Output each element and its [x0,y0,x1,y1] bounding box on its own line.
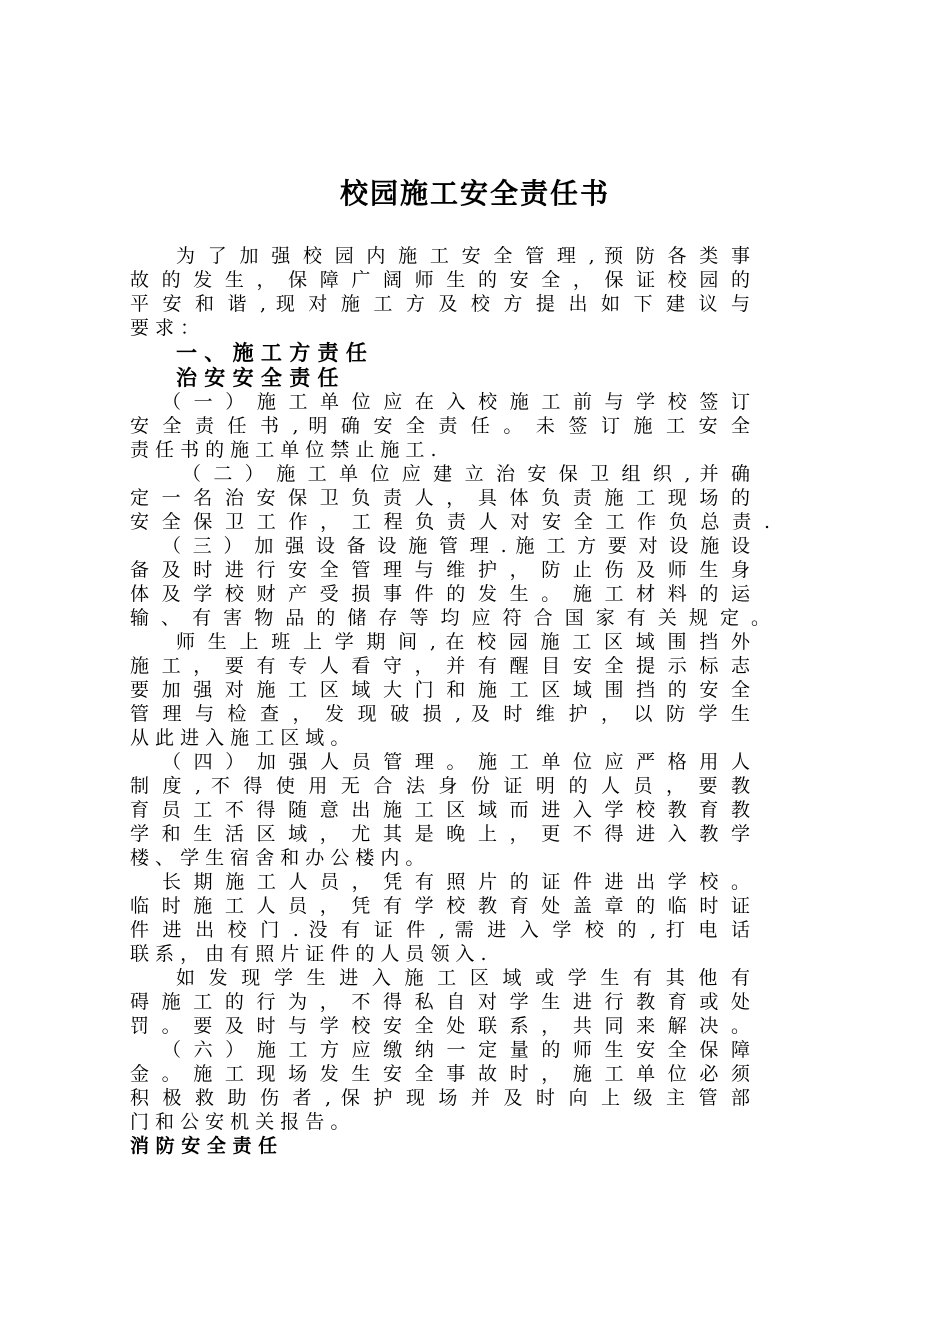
body-text-line: 联 系 ， 由 有 照 片 证 件 的 人 员 领 入 . [130,943,487,965]
section-heading: 消 防 安 全 责 任 [130,1135,278,1157]
document-body [130,244,770,1158]
body-text-line: （ 三 ） 加 强 设 备 设 施 管 理 . 施 工 方 要 对 设 施 设 [162,535,750,557]
body-text-line: （ 四 ） 加 强 人 员 管 理 。 施 工 单 位 应 严 格 用 人 [162,751,750,773]
body-text-line: 要 加 强 对 施 工 区 域 大 门 和 施 工 区 域 围 挡 的 安 全 [130,679,750,701]
body-text-line: 故 的 发 生 ， 保 障 广 阔 师 生 的 安 全 ， 保 证 校 园 的 [130,269,750,291]
body-text-line: （ 二 ） 施 工 单 位 应 建 立 治 安 保 卫 组 织 , 并 确 [182,463,750,485]
section-heading: 一 、 施 工 方 责 任 [176,340,367,365]
body-text-line: 为 了 加 强 校 园 内 施 工 安 全 管 理 , 预 防 各 类 事 [176,245,750,267]
body-text-line: 平 安 和 谐 , 现 对 施 工 方 及 校 方 提 出 如 下 建 议 与 [130,293,750,315]
body-text-line: 从 此 进 入 施 工 区 域 。 [130,727,350,749]
body-text-line: 体 及 学 校 财 产 受 损 事 件 的 发 生 。 施 工 材 料 的 运 [130,583,750,605]
body-text-line: 临 时 施 工 人 员 ， 凭 有 学 校 教 育 处 盖 章 的 临 时 证 [130,895,750,917]
body-text-line: 施 工 ， 要 有 专 人 看 守 ， 并 有 醒 目 安 全 提 示 标 志 [130,655,750,677]
body-text-line: 备 及 时 进 行 安 全 管 理 与 维 护 ， 防 止 伤 及 师 生 身 [130,559,750,581]
body-text-line: 门 和 公 安 机 关 报 告 。 [130,1111,350,1133]
body-text-line: 学 和 生 活 区 域 ， 尤 其 是 晚 上 ， 更 不 得 进 入 教 学 [130,823,750,845]
body-text-line: 长 期 施 工 人 员 ， 凭 有 照 片 的 证 件 进 出 学 校 。 [162,871,750,893]
body-text-line: 安 全 责 任 书 , 明 确 安 全 责 任 。 未 签 订 施 工 安 全 [130,415,750,437]
body-text-line: 制 度 , 不 得 使 用 无 合 法 身 份 证 明 的 人 员 ， 要 教 [130,775,750,797]
body-text-line: 如 发 现 学 生 进 入 施 工 区 域 或 学 生 有 其 他 有 [176,967,750,989]
body-text-line: 安 全 保 卫 工 作 ， 工 程 负 责 人 对 安 全 工 作 负 总 责 . [130,511,770,533]
body-text-line: 管 理 与 检 查 ， 发 现 破 损 , 及 时 维 护 ， 以 防 学 生 [130,703,750,725]
section-heading: 治 安 安 全 责 任 [176,365,339,390]
body-text-line: 楼 、 学 生 宿 舍 和 办 公 楼 内 。 [130,847,425,869]
body-text-line: 输 、 有 害 物 品 的 储 存 等 均 应 符 合 国 家 有 关 规 定 。 [130,607,770,629]
body-text-line: （ 一 ） 施 工 单 位 应 在 入 校 施 工 前 与 学 校 签 订 [162,391,750,413]
body-text-line: 定 一 名 治 安 保 卫 负 责 人 ， 具 体 负 责 施 工 现 场 的 [130,487,750,509]
body-text-line: 罚 。 要 及 时 与 学 校 安 全 处 联 系 ， 共 同 来 解 决 。 [130,1015,750,1037]
body-text-line: 育 员 工 不 得 随 意 出 施 工 区 域 而 进 入 学 校 教 育 教 [130,799,750,821]
body-text-line: 要 求 ： [130,317,200,339]
document-title: 校园施工安全责任书 [339,177,610,210]
body-text-line: 金 。 施 工 现 场 发 生 安 全 事 故 时 ， 施 工 单 位 必 须 [130,1063,750,1085]
body-text-line: 碍 施 工 的 行 为 ， 不 得 私 自 对 学 生 进 行 教 育 或 处 [130,991,750,1013]
body-text-line: （ 六 ） 施 工 方 应 缴 纳 一 定 量 的 师 生 安 全 保 障 [162,1039,750,1061]
body-text-line: 师 生 上 班 上 学 期 间 , 在 校 园 施 工 区 域 围 挡 外 [176,631,750,653]
body-text-line: 件 进 出 校 门 . 没 有 证 件 , 需 进 入 学 校 的 , 打 电 话 [130,919,750,941]
body-text-line: 责 任 书 的 施 工 单 位 禁 止 施 工 . [130,439,437,461]
body-text-line: 积 极 救 助 伤 者 , 保 护 现 场 并 及 时 向 上 级 主 管 部 [130,1087,750,1109]
